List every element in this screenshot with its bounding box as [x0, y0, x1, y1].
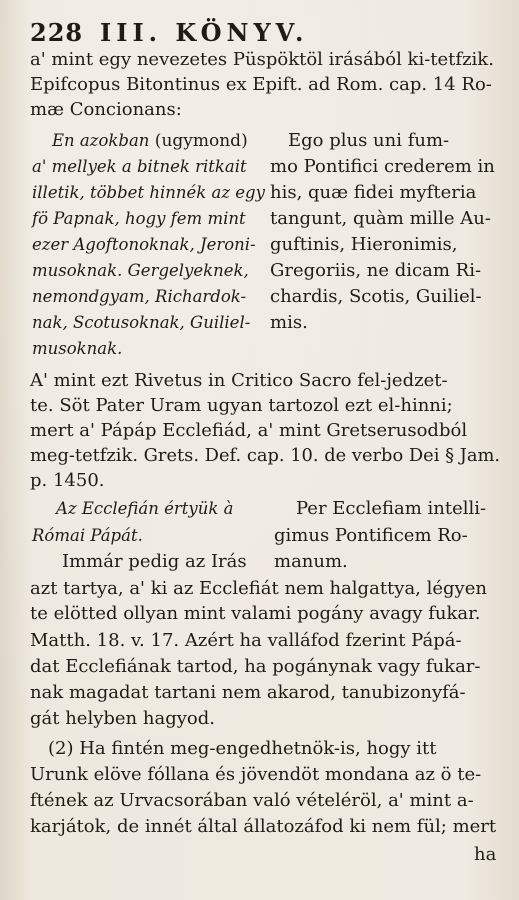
quote1-la-line: guftinis, Hieronimis, [270, 234, 458, 255]
quote2-la-line: manum. [274, 551, 348, 572]
middle-line: p. 1450. [30, 470, 105, 491]
quote1-hu-line: musoknak. [32, 339, 123, 358]
closing-line: gát helyben hagyod. [30, 708, 215, 729]
quote1-hu-line: illetik, többet hinnék az egy [32, 183, 265, 202]
quote1-la-line: his, quæ fidei myfteria [270, 182, 477, 203]
quote2-hu-line: Római Pápát. [32, 526, 143, 545]
quote1-hu-line: a' mellyek a bitnek ritkait [32, 157, 247, 176]
intro-line-3: mæ Concionans: [30, 99, 182, 120]
closing-line: Matth. 18. v. 17. Azért ha valláfod fzerint Pápá- [30, 630, 462, 651]
quote1-hu-line: ezer Agoftonoknak, Jeroni- [32, 235, 256, 254]
page-number: 228 [30, 18, 84, 47]
middle-line: mert a' Pápáp Ecclefiád, a' mint Gretserusodból [30, 420, 468, 441]
catchword: ha [474, 844, 497, 865]
quote2-continuation: Immár pedig az Irás [62, 551, 247, 572]
closing-line: ftének az Urvacsorában való vételéröl, a' mint a- [30, 790, 474, 811]
quote1-hu-line: nak, Scotusoknak, Guiliel- [32, 313, 251, 332]
quote1-hu-line: musoknak. Gergelyeknek, [32, 261, 249, 280]
intro-line-1: a' mint egy nevezetes Püspöktöl irásából ki-tetfzik. [30, 49, 494, 70]
quote2-la-line: gimus Pontificem Ro- [274, 525, 468, 546]
closing-line: te elötted ollyan mint valami pogány avagy fukar. [30, 603, 481, 624]
quote1-hu-line: nemondgyam, Richardok- [32, 287, 247, 306]
quote1-hu-rest: (ugymond) [149, 131, 248, 151]
quote2-hu-line: Az Ecclefián értyük à [56, 499, 234, 518]
quote1-hu-line [52, 128, 248, 154]
closing-line: Urunk elöve fóllana és jövendöt mondana az ö te- [30, 764, 482, 785]
middle-line: A' mint ezt Rivetus in Critico Sacro fel-jedzet- [30, 370, 448, 391]
chapter-title: III. KÖNYV. [100, 18, 309, 47]
closing-line: (2) Ha fintén meg-engedhetnök-is, hogy itt [48, 738, 437, 759]
middle-line: te. Söt Pater Uram ugyan tartozol ezt el-hinni; [30, 395, 453, 416]
quote1-la-line: tangunt, quàm mille Au- [270, 208, 491, 229]
quote2-la-line: Per Ecclefiam intelli- [296, 498, 487, 519]
quote1-hu-lead: En azokban [52, 131, 150, 150]
middle-line: meg-tetfzik. Grets. Def. cap. 10. de verbo Dei § Jam. [30, 445, 501, 466]
quote1-la-line: Ego plus uni fum- [288, 130, 450, 151]
closing-line: dat Ecclefiának tartod, ha pogánynak vagy fukar- [30, 656, 481, 677]
running-header [30, 18, 308, 47]
quote1-la-line: mis. [270, 312, 308, 333]
quote1-hu-line: fö Papnak, hogy fem mint [32, 209, 246, 228]
closing-line: karjátok, de innét által állatozáfod ki nem fül; mert [30, 816, 497, 837]
quote1-la-line: chardis, Scotis, Guiliel- [270, 286, 482, 307]
intro-line-2: Epifcopus Bitontinus ex Epift. ad Rom. cap. 14 Ro- [30, 74, 492, 95]
quote1-la-line: mo Pontifici crederem in [270, 156, 495, 177]
closing-line: nak magadat tartani nem akarod, tanubizonyfá- [30, 682, 466, 703]
closing-line: azt tartya, a' ki az Ecclefiát nem halgattya, légyen [30, 578, 487, 599]
quote1-la-line: Gregoriis, ne dicam Ri- [270, 260, 482, 281]
